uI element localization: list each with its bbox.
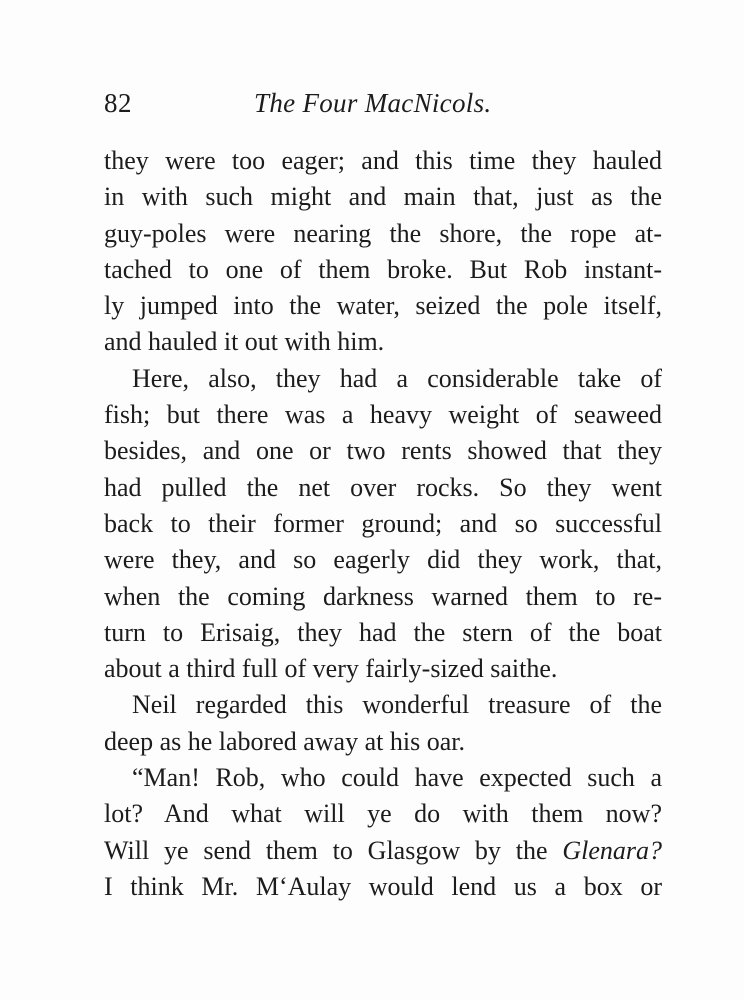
- text-line: in with such might and main that, just as the: [104, 182, 662, 212]
- body-text: [104, 143, 662, 905]
- text-line: they were too eager; and this time they hauled: [104, 146, 662, 175]
- text-line: and hauled it out with him.: [104, 327, 385, 357]
- text-line: were they, and so eagerly did they work, that,: [104, 545, 662, 575]
- text-line: turn to Erisaig, they had the stern of the boat: [104, 617, 662, 647]
- page-number: 82: [104, 88, 132, 118]
- text-line: back to their former ground; and so successful: [104, 508, 662, 538]
- text-line: “Man! Rob, who could have expected such a: [132, 763, 662, 793]
- ship-name: Glenara?: [562, 835, 662, 865]
- text-line: about a third full of very fairly-sized saithe.: [104, 654, 558, 684]
- text-line: besides, and one or two rents showed that they: [104, 436, 662, 466]
- paragraph: [104, 361, 662, 688]
- paragraph: [104, 760, 662, 905]
- text-line: guy-poles were nearing the shore, the rope at-: [104, 218, 662, 248]
- running-title: The Four MacNicols.: [254, 88, 492, 118]
- text-line: deep as he labored away at his oar.: [104, 726, 465, 756]
- paragraph: [104, 687, 662, 760]
- text-line-with-italic-tail: [104, 833, 662, 869]
- text-line: fish; but there was a heavy weight of seaweed: [104, 400, 662, 430]
- text-line: I think Mr. M‘Aulay would lend us a box or: [104, 871, 662, 901]
- text-line: had pulled the net over rocks. So they went: [104, 472, 662, 502]
- text-line: Here, also, they had a considerable take of: [132, 363, 662, 393]
- page-header: [104, 88, 664, 122]
- text-line: when the coming darkness warned them to re-: [104, 581, 662, 611]
- text-line: tached to one of them broke. But Rob instant-: [104, 254, 662, 284]
- text-line: ly jumped into the water, seized the pole itself,: [104, 291, 662, 321]
- text-line: lot? And what will ye do with them now?: [104, 799, 662, 829]
- text-segment: Will ye send them to Glasgow by the: [104, 835, 548, 865]
- paragraph: [104, 143, 662, 361]
- text-line: Neil regarded this wonderful treasure of the: [132, 690, 662, 720]
